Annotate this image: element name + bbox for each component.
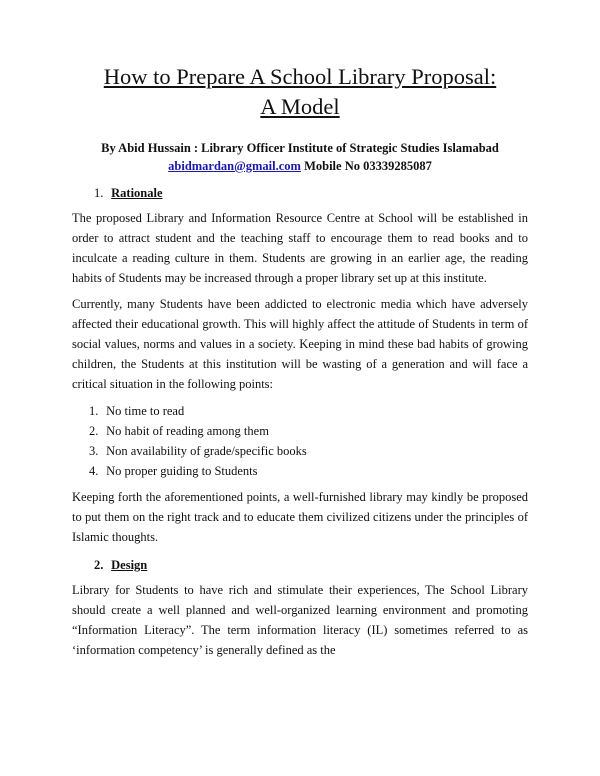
title-line-2: A Model <box>260 94 340 119</box>
list-item-number: 3. <box>89 444 99 458</box>
list-item-number: 4. <box>89 464 99 478</box>
list-item-text: Non availability of grade/specific books <box>106 444 307 458</box>
title-line-1: How to Prepare A School Library Proposal: <box>103 64 497 89</box>
list-item-text: No time to read <box>106 404 185 418</box>
document-title <box>72 62 528 122</box>
section-heading-rationale <box>72 184 528 202</box>
list-item-number: 1. <box>89 404 99 418</box>
list-item <box>89 401 528 421</box>
paragraph: Library for Students to have rich and stimulate their experiences, The School Library should create a well planned and well-organized learning environment and promoting “Information Literacy”. The term information literacy (IL) sometimes referred to as ‘information competency’ is generally defined as the <box>72 583 528 657</box>
list-item-text: No habit of reading among them <box>106 424 269 438</box>
author-contact <box>72 157 528 175</box>
numbered-list <box>72 401 528 481</box>
mobile-number: Mobile No 03339285087 <box>300 159 432 173</box>
section-heading-design <box>72 556 528 574</box>
list-item <box>89 441 528 461</box>
section-title: Rationale <box>111 186 163 200</box>
paragraph: Keeping forth the aforementioned points, a well-furnished library may kindly be proposed to put them on the right track and to educate them civilized citizens under the principles of Islamic thoughts. <box>72 490 528 544</box>
section-number: 1. <box>94 186 104 200</box>
section-title: Design <box>111 558 148 572</box>
list-item <box>89 461 528 481</box>
list-item-number: 2. <box>89 424 99 438</box>
paragraph: Currently, many Students have been addicted to electronic media which have adversely affected their educational growth. This will highly affect the attitude of Students in term of social values, norms and values in a society. Keeping in mind these bad habits of growing children, the Students at this institution will be wasting of a generation and will face a critical situation in the following points: <box>72 297 528 391</box>
paragraph: The proposed Library and Information Resource Centre at School will be established in order to attract student and the teaching staff to encourage them to read books and to inculcate a reading culture in them. Students are growing in an earlier age, the reading habits of Students may be increased through a proper library set up at this institute. <box>72 211 528 285</box>
email-link[interactable]: abidmardan@gmail.com <box>168 159 301 173</box>
section-number: 2. <box>94 558 104 572</box>
author-byline: By Abid Hussain : Library Officer Institute of Strategic Studies Islamabad <box>101 141 499 155</box>
list-item <box>89 421 528 441</box>
list-item-text: No proper guiding to Students <box>106 464 258 478</box>
document-page <box>72 62 528 660</box>
